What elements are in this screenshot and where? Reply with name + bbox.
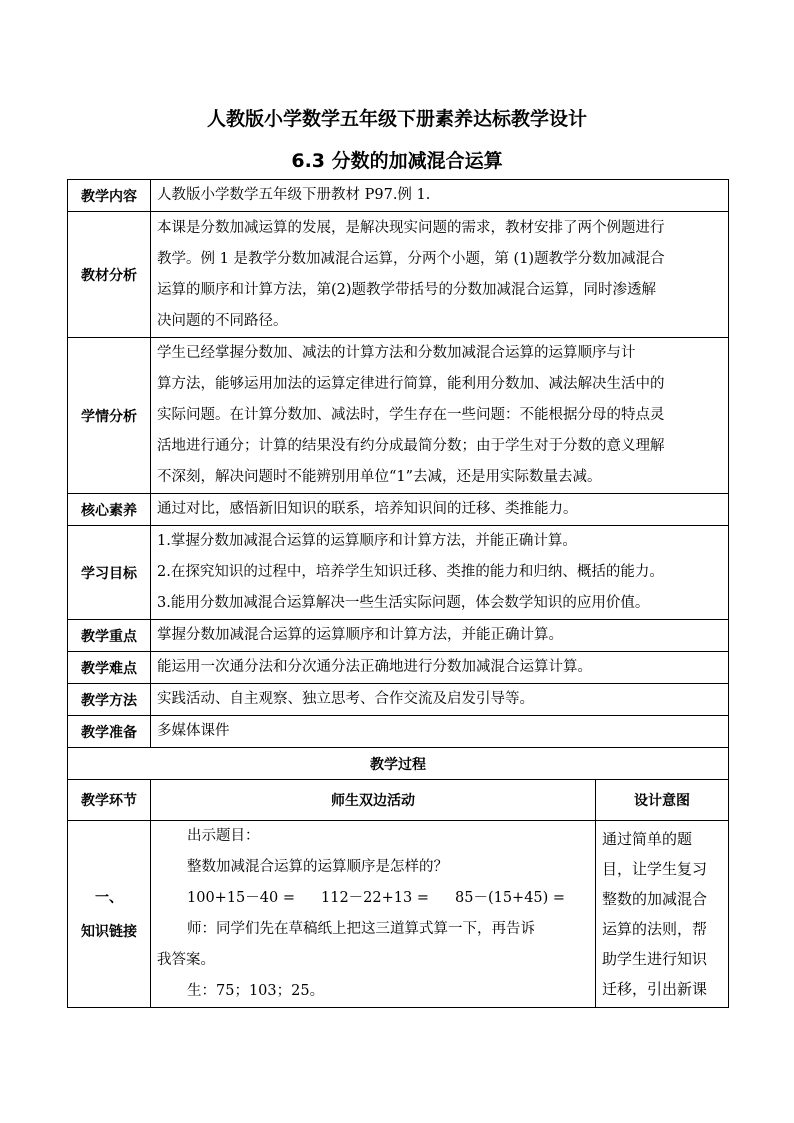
expression-1: 100+15－40 = — [187, 890, 295, 906]
row-value-difficulties: 能运用一次通分法和分次通分法正确地进行分数加减混合运算计算。 — [151, 652, 729, 684]
process-header: 教学过程 — [68, 748, 729, 780]
row-label-difficulties: 教学难点 — [68, 652, 151, 684]
table-row — [68, 716, 729, 748]
expression-2: 112－22+13 = — [321, 890, 429, 906]
row-value-methods: 实践活动、自主观察、独立思考、合作交流及启发引导等。 — [151, 684, 729, 716]
table-row — [68, 180, 729, 212]
table-row — [68, 748, 729, 780]
document-subtitle: 6.3 分数的加减混合运算 — [291, 150, 503, 172]
row-value-students: 学生已经掌握分数加、减法的计算方法和分数加减混合运算的运算顺序与计 算方法，能够运用加法的运算定律进行简算，能利用分数加、减法解决生活中的 实际问题。在计算分数加、减法时，学生存在一些问题：不能根据分母的特点灵 活地进行通分；计算的结果没有约分成最简分数；由于学生对于分数的意义理解 不深刻，解决问题时不能辨别用单位“1”去减，还是用实际数量去减。 — [151, 338, 729, 494]
activity-cell: 出示题目： 整数加减混合运算的运算顺序是怎样的？ 100+15－40 = 112－22+13 = 85－(15+45) = 师：同学们先在草稿纸上把这三道算式算一下，再告诉 我答案。 生：75；103；25。 — [151, 821, 596, 1008]
row-value-content: 人教版小学数学五年级下册教材 P97.例 1. — [151, 180, 729, 212]
stage-cell — [68, 821, 151, 1008]
col-header-stage: 教学环节 — [68, 780, 151, 821]
stage-name: 知识链接 — [81, 924, 137, 940]
col-header-intent: 设计意图 — [596, 780, 729, 821]
table-row — [68, 652, 729, 684]
table-row — [68, 684, 729, 716]
row-value-preparation: 多媒体课件 — [151, 716, 729, 748]
row-label-students: 学情分析 — [68, 338, 151, 494]
document-title: 人教版小学数学五年级下册素养达标教学设计 — [206, 108, 587, 130]
row-value-textbook: 本课是分数加减运算的发展，是解决现实问题的需求，教材安排了两个例题进行 教学。例 1 是教学分数加减混合运算，分两个小题，第 (1)题教学分数加减混合 运算的顺序和计算方法，第(2)题教学带括号的分数加减混合运算，同时渗透解 决问题的不同路径。 — [151, 212, 729, 338]
row-label-preparation: 教学准备 — [68, 716, 151, 748]
table-row — [68, 494, 729, 526]
row-label-key-points: 教学重点 — [68, 620, 151, 652]
row-label-content: 教学内容 — [68, 180, 151, 212]
expression-3: 85－(15+45) = — [455, 890, 566, 906]
stage-number: 一、 — [95, 890, 123, 906]
row-label-textbook: 教材分析 — [68, 212, 151, 338]
table-row — [68, 620, 729, 652]
intent-cell: 通过简单的题 目，让学生复习 整数的加减混合 运算的法则，帮 助学生进行知识 迁移，引出新课 — [596, 821, 729, 1008]
row-value-literacy: 通过对比，感悟新旧知识的联系，培养知识间的迁移、类推能力。 — [151, 494, 729, 526]
expressions-line — [157, 883, 589, 914]
lesson-plan-table — [67, 179, 729, 1008]
table-row — [68, 338, 729, 494]
table-row — [68, 212, 729, 338]
row-label-literacy: 核心素养 — [68, 494, 151, 526]
col-header-activity: 师生双边活动 — [151, 780, 596, 821]
row-value-goals: 1.掌握分数加减混合运算的运算顺序和计算方法，并能正确计算。 2.在探究知识的过程中，培养学生知识迁移、类推的能力和归纳、概括的能力。 3.能用分数加减混合运算解决一些生活实际问题，体会数学知识的应用价值。 — [151, 526, 729, 620]
table-row — [68, 821, 729, 1008]
row-label-methods: 教学方法 — [68, 684, 151, 716]
row-label-goals: 学习目标 — [68, 526, 151, 620]
table-row — [68, 780, 729, 821]
row-value-key-points: 掌握分数加减混合运算的运算顺序和计算方法，并能正确计算。 — [151, 620, 729, 652]
table-row — [68, 526, 729, 620]
